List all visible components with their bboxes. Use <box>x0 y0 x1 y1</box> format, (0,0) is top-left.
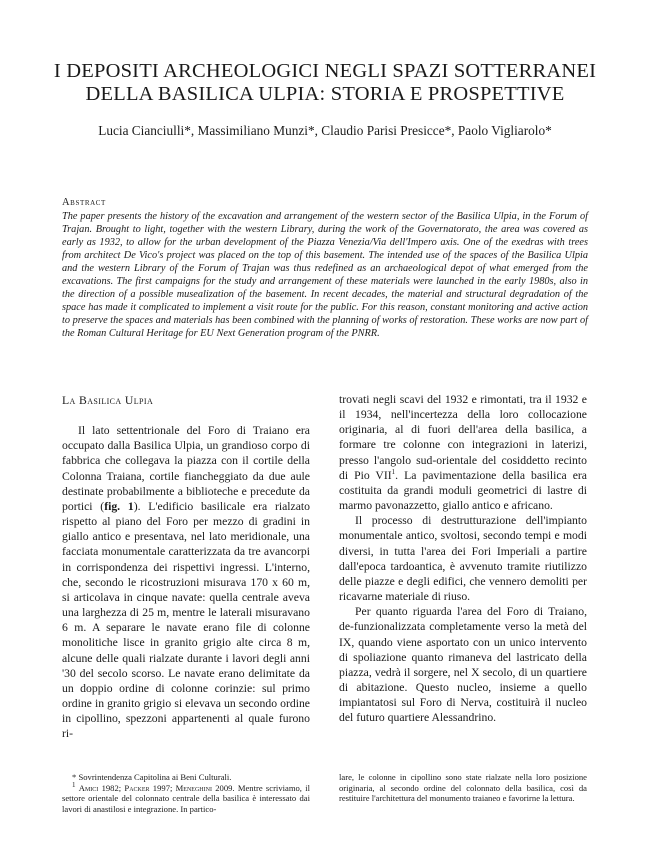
paper-title <box>40 60 610 106</box>
body-text: . La pavimentazione della basilica era costituita da grandi moduli geometrici di lastre di marmo pavonazzetto, giallo antico e africano. <box>339 468 587 513</box>
footnote-affiliation: * Sovrintendenza Capitolina ai Beni Culturali. <box>72 772 232 782</box>
abstract-line: as an archaeological depot of what emerged from the excavations. The first campaigns for the study and arrangement <box>62 262 588 287</box>
section-heading: La Basilica Ulpia <box>62 394 154 407</box>
body-text: Il lato settentrionale del Foro di Traiano era occupato dalla Basilica Ulpia, un grandioso corpo di fabbrica che collegava la piazza con il cortile della Colonna Traiana, cortile fiancheggiato da due aule destinate probabilmente a biblioteche e precedute da portici ( <box>62 424 310 513</box>
figure-reference: fig. 1 <box>104 499 134 513</box>
body-text: ). L'edificio basilicale era rialzato rispetto al piano del Foro per mezzo di gradini in giallo antico e presentava, nel lato meridionale, una facciata monumentale caratterizzata da tre avancorpi in corrispondenza dei rispettivi ingressi. L'interno, che, secondo le ricostruzioni misurava 170 x 60 m, si articolava in cinque navate: quella centrale aveva una larghezza di 25 m, mentre le laterali misuravano 6 m. A separare le navate erano file di colonne monolitiche lisce in granito grigio alte circa 8 m, alcune delle quali rialzate durante i lavori degli anni '30 del secolo scorso. Le navate erano delimitate da un doppio ordine di colonne corinzie: sul primo ordine in granito grigio si elevava un secondo ordine in cipollino, spezzoni appartenenti al quale furono ri- <box>62 499 311 741</box>
body-text: trovati negli scavi del 1932 e rimontati, tra il 1932 e il 1934, nell'incertezza della loro collocazione originaria, al di fuori dell'area della basilica, a formare tre colonne con integrazioni in laterizi, presso l'angolo sud-orientale del cosiddetto recinto di Pio VII <box>339 393 587 482</box>
abstract-line: and materials has been combined with the planning of works of restoration. These works are now part of the <box>62 314 588 339</box>
body-paragraph <box>62 423 310 741</box>
abstract-line: the area was covered as early as 1932, to allow for the urban development of the Piazza Venezia/Via dell'Impero <box>62 223 588 248</box>
abstract-line: axis. One of the exedras with trees from architect De Vico's project was placed on the top of this basement. The <box>62 236 588 261</box>
abstract-line: of these materials were launched in the early 1980s, also in the direction of a possible musealization of the <box>62 275 589 300</box>
footnote-1 <box>62 780 310 815</box>
citation-author: Packer <box>124 782 150 793</box>
body-paragraph <box>339 392 587 513</box>
abstract-body <box>62 211 588 341</box>
citation-author: Meneghini <box>175 782 212 793</box>
abstract-line: the Forum of Trajan. Brought to light, together with the western Library, during the work of the Governatorato, <box>62 211 588 235</box>
abstract-line: intended use of the spaces of the Basilica Ulpia and the western Library of the Forum of Trajan was thus redefined <box>62 249 588 274</box>
footnotes-right <box>339 772 587 804</box>
body-column-left <box>62 393 310 741</box>
body-paragraph: Il processo di destrutturazione dell'impianto monumentale antico, svoltosi, secondo tempi e modi diversi, in tutta l'area dei Fori Imperiali a partire dall'epoca tardoantica, è avvenuto tramite riutilizzo delle piazze e degli edifici, che vennero demoliti per ricavarne materiale di riuso. <box>339 514 587 604</box>
footnote-continuation: lare, le colonne in cipollino sono state rialzate nella loro posizione originaria, al secondo ordine del colonnato della basilica, così da restituire l'architettura del monumento traianeo e favorirne la lettura. <box>339 772 587 804</box>
abstract-line: basement. In recent decades, the material and structural degradation of the space has made it complicated to <box>62 288 588 313</box>
citation-text: 1982; <box>98 782 125 793</box>
author-list: Lucia Cianciulli*, Massimiliano Munzi*, Claudio Parisi Presicce*, Paolo Vigliarolo* <box>98 123 552 138</box>
footnotes-left <box>62 772 310 815</box>
citation-text: 2009. Mentre scriviamo, il settore orientale del colonnato centrale della basilica è interessato dai lavori di anastilosi e integrazione. In partico- <box>62 782 310 815</box>
abstract-heading: Abstract <box>62 197 106 208</box>
footnote-number: 1 <box>72 780 76 789</box>
body-paragraph: Per quanto riguarda l'area del Foro di Traiano, de-funzionalizzata completamente verso la metà del IX, quando viene asportato con un unico intervento di spoliazione quanto rimaneva del lastricato della piazza, vedrà il sorgere, nel X secolo, di un quartiere di abitazione. Questo nucleo, insieme a quello impiantatosi sul Foro di Nerva, costituirà il nucleo del futuro quartiere Alessandrino. <box>339 605 587 725</box>
abstract-line: The paper presents the history of the excavation and arrangement of the western sector of the Basilica Ulpia, in <box>62 211 534 222</box>
abstract-line: Roman Cultural Heritage for EU Next Generation program of the PNRR. <box>77 327 380 339</box>
body-column-right <box>339 392 587 725</box>
citation-author: Amici <box>78 782 99 793</box>
abstract-line: implement a visit route for the public. For this reason, constant monitoring and active action to preserve the spaces <box>62 301 588 326</box>
title-line-1: I DEPOSITI ARCHEOLOGICI NEGLI SPAZI SOTTERRANEI <box>53 60 597 82</box>
footnote-marker: 1 <box>391 467 396 476</box>
title-line-2: DELLA BASILICA ULPIA: STORIA E PROSPETTIVE <box>85 83 565 105</box>
citation-text: 1997; <box>149 782 176 793</box>
